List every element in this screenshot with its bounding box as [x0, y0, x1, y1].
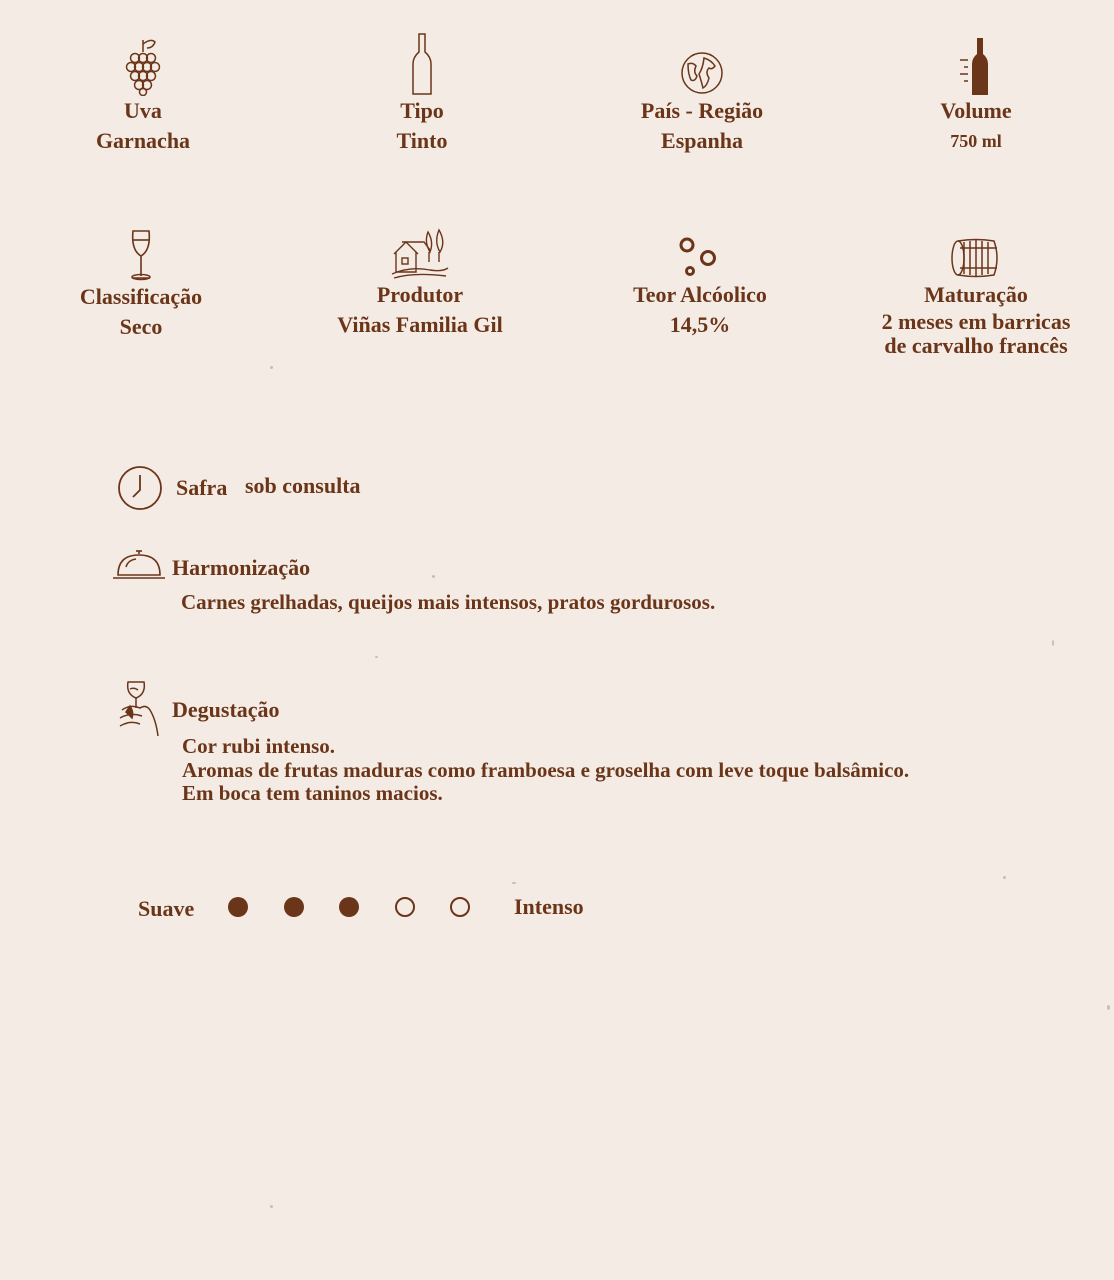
bubbles-icon [678, 236, 722, 280]
wine-glass-icon [127, 228, 155, 282]
spec-label: País - Região [640, 98, 764, 123]
paper-speck [1003, 876, 1006, 879]
spec-value: 14,5% [669, 312, 731, 337]
degustacao-text [182, 735, 909, 806]
spec-value-line1: 2 meses em barricas [881, 309, 1071, 334]
intensity-dot-empty [395, 897, 415, 917]
spec-alcohol [580, 236, 820, 340]
degustacao-label: Degustação [172, 697, 280, 722]
tasting-glass-icon [116, 680, 162, 740]
safra-value: sob consulta [245, 473, 361, 498]
spec-label: Tipo [400, 98, 444, 123]
spec-producer [300, 228, 540, 340]
clock-icon [117, 465, 163, 511]
paper-speck [270, 1205, 273, 1208]
spec-label: Teor Alcóolico [633, 282, 767, 307]
paper-speck [375, 656, 378, 658]
paper-speck [1052, 640, 1054, 646]
grape-icon [123, 36, 163, 96]
spec-value: Espanha [661, 128, 743, 153]
paper-speck [432, 575, 435, 578]
spec-value: Garnacha [95, 128, 191, 153]
safra-label: Safra [176, 475, 228, 500]
degustacao-line: Em boca tem taninos macios. [182, 781, 443, 805]
bottle-volume-icon [956, 36, 996, 96]
intensity-dot-filled [228, 897, 248, 917]
harmonizacao-text: Carnes grelhadas, queijos mais intensos, pratos gordurosos. [181, 590, 716, 614]
spec-volume [856, 36, 1096, 156]
spec-label: Produtor [376, 282, 464, 307]
spec-value: Tinto [396, 128, 448, 153]
spec-label: Volume [940, 98, 1012, 123]
cloche-icon [112, 545, 166, 581]
harmonizacao-label: Harmonização [172, 555, 311, 580]
intensity-right-label: Intenso [514, 894, 584, 919]
spec-value: Viñas Familia Gil [337, 312, 503, 337]
wine-bottle-icon [410, 32, 434, 96]
spec-grape [23, 36, 263, 156]
paper-speck [270, 366, 273, 369]
farm-icon [390, 228, 450, 280]
spec-value: 750 ml [950, 131, 1002, 151]
globe-icon [679, 50, 725, 96]
intensity-dot-filled [284, 897, 304, 917]
spec-classification [21, 228, 261, 342]
paper-speck [1107, 1005, 1110, 1010]
spec-value: Seco [119, 314, 163, 339]
spec-maturation [853, 236, 1099, 358]
spec-label: Uva [124, 98, 162, 123]
spec-label: Maturação [924, 282, 1028, 307]
spec-label: Classificação [79, 284, 203, 309]
intensity-dot-filled [339, 897, 359, 917]
degustacao-line: Aromas de frutas maduras como framboesa e groselha com leve toque balsâmico. [182, 757, 910, 782]
intensity-left-label: Suave [138, 896, 195, 921]
barrel-icon [950, 236, 1002, 280]
paper-speck [512, 882, 516, 884]
intensity-dot-empty [450, 897, 470, 917]
spec-type [302, 32, 542, 156]
spec-region [582, 50, 822, 156]
degustacao-line: Cor rubi intenso. [182, 734, 336, 758]
spec-value-line2: de carvalho francês [884, 333, 1068, 358]
